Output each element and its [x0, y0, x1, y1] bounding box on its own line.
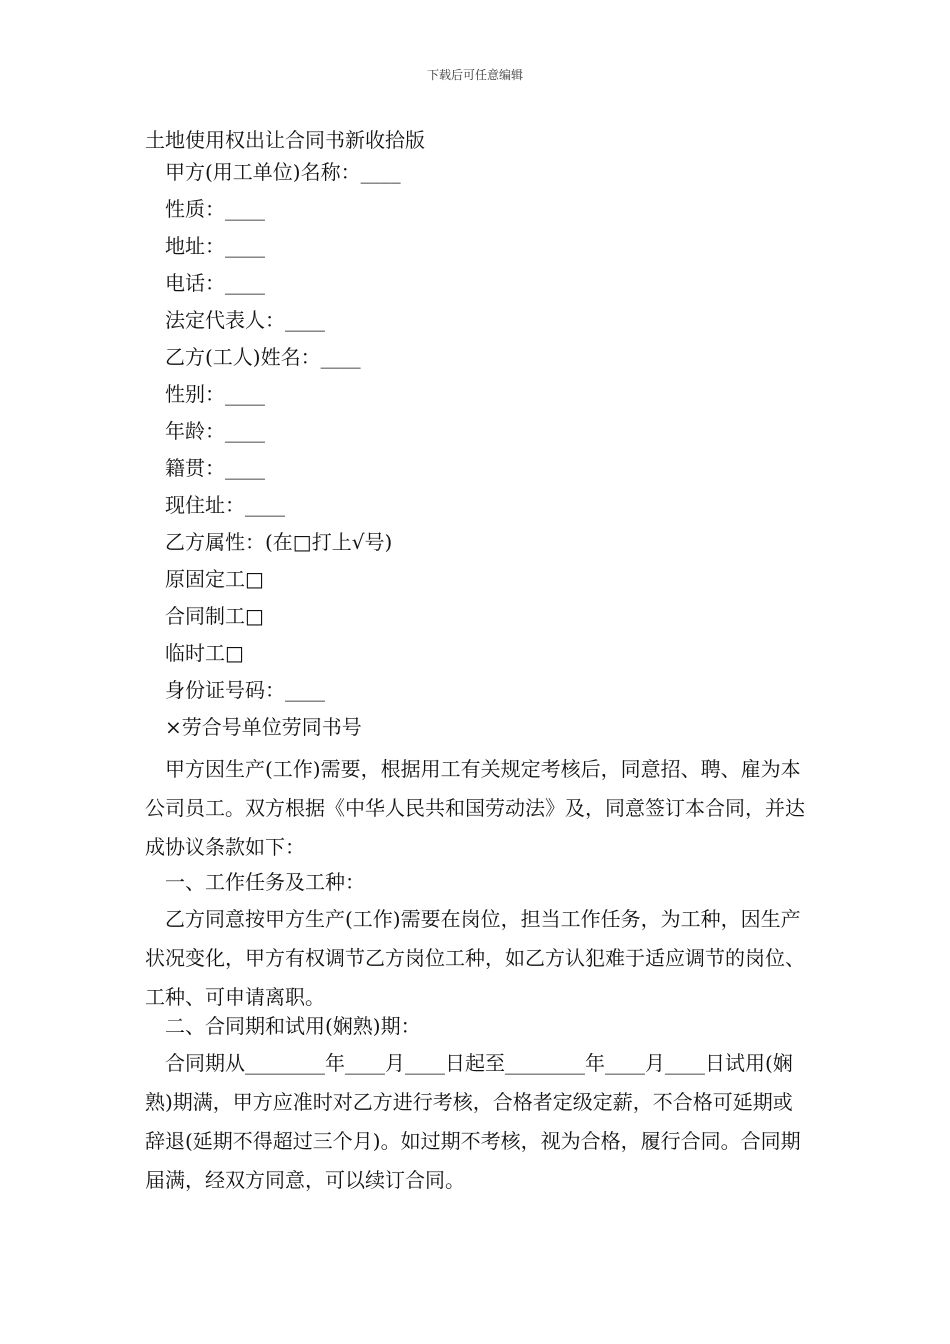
option-contract-worker: 合同制工□	[165, 604, 264, 628]
intro-paragraph: 甲方因生产(工作)需要，根据用工有关规定考核后，同意招、聘、雇为本公司员工。双方根据《中华人民共和国劳动法》及，同意签订本合同，并达成协议条款如下：	[145, 757, 805, 859]
field-gender: 性别：____	[165, 382, 265, 406]
field-nature: 性质：____	[165, 197, 265, 221]
field-id-number: 身份证号码：____	[165, 678, 325, 702]
section-1-paragraph: 乙方同意按甲方生产(工作)需要在岗位，担当工作任务，为工种，因生产状况变化，甲方有权调节乙方岗位工种，如乙方认犯难于适应调节的岗位、工种、可申请离职。	[145, 907, 805, 1009]
section-2-paragraph	[145, 1044, 807, 1200]
field-party-b-attribute: 乙方属性：(在□打上√号)	[165, 530, 393, 554]
field-age: 年龄：____	[165, 419, 265, 443]
page-header: 下载后可任意编辑	[426, 68, 523, 82]
field-party-b-name: 乙方(工人)姓名：____	[165, 345, 361, 369]
field-address: 地址：____	[165, 234, 265, 258]
field-current-address: 现住址：____	[165, 493, 285, 517]
field-legal-representative: 法定代表人：____	[165, 308, 325, 332]
contract-period-line: 合同期从________年____月____日起至________年____月____日	[165, 1051, 725, 1075]
field-list	[165, 156, 401, 748]
section-2-heading: 二、合同期和试用(娴熟)期：	[165, 1014, 421, 1038]
document-title: 土地使用权出让合同书新收拾版	[145, 128, 425, 152]
section-1-heading: 一、工作任务及工种：	[165, 870, 365, 894]
field-party-a-name: 甲方(用工单位)名称：____	[165, 160, 401, 184]
field-contract-number: ×劳合号单位劳同书号	[165, 715, 362, 739]
option-temporary-worker: 临时工□	[165, 641, 244, 665]
section-2-text: 试用(娴熟)期满，甲方应准时对乙方进行考核，合格者定级定薪，不合格可延期或辞退(延期不得超过三个月)。如过期不考核，视为合格，履行合同。合同期届满，经双方同意，可以续订合同。	[145, 1051, 801, 1192]
field-phone: 电话：____	[165, 271, 265, 295]
option-permanent-worker: 原固定工□	[165, 567, 264, 591]
field-native-place: 籍贯：____	[165, 456, 265, 480]
